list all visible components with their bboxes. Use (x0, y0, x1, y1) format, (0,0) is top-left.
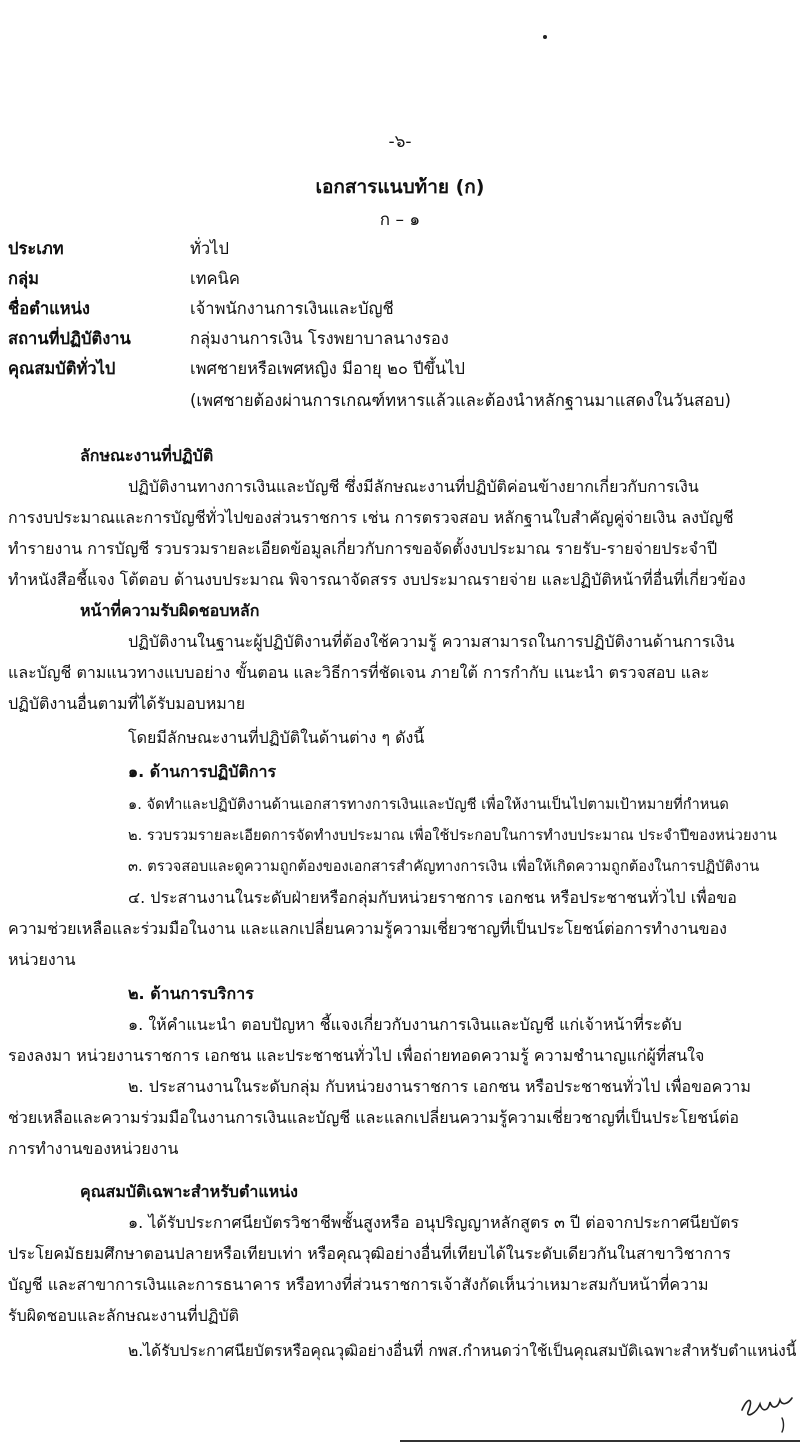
body-line: ประโยคมัธยมศึกษาตอนปลายหรือเทียบเท่า หรือคุณวุฒิอย่างอื่นที่เทียบได้ในระดับเดียวกันในสาขาวิชาการ (8, 1244, 731, 1263)
info-label: ชื่อตำแหน่ง (8, 299, 90, 318)
body-line: หน่วยงาน (8, 950, 76, 969)
body-line: และบัญชี ตามแนวทางแบบอย่าง ขั้นตอน และวิธีการที่ชัดเจน ภายใต้ การกำกับ แนะนำ ตรวจสอบ และ (8, 663, 710, 682)
bottom-rule (400, 1440, 800, 1442)
document-title: เอกสารแนบท้าย (ก) (315, 176, 485, 198)
scan-speck (543, 35, 547, 39)
info-value: กลุ่มงานการเงิน โรงพยาบาลนางรอง (190, 329, 449, 348)
subsection-operations: ๑. ด้านการปฏิบัติการ (128, 762, 277, 781)
body-line: ๒.ได้รับประกาศนียบัตรหรือคุณวุฒิอย่างอื่นที่ กพส.กำหนดว่าใช้เป็นคุณสมบัติเฉพาะสำหรับตำแหน่งนี้ (128, 1342, 797, 1360)
section-heading-job-nature: ลักษณะงานที่ปฏิบัติ (80, 446, 214, 465)
subsection-services: ๒. ด้านการบริการ (128, 984, 254, 1003)
info-note: (เพศชายต้องผ่านการเกณฑ์ทหารแล้วและต้องนำหลักฐานมาแสดงในวันสอบ) (190, 391, 731, 410)
body-line: บัญชี และสาขาการเงินและการธนาคาร หรือทางที่ส่วนราชการเจ้าสังกัดเห็นว่าเหมาะสมกับหน้าที่ความ (8, 1275, 709, 1294)
body-line: ๔. ประสานงานในระดับฝ่ายหรือกลุ่มกับหน่วยราชการ เอกชน หรือประชาชนทั่วไป เพื่อขอ (128, 888, 737, 907)
body-line: โดยมีลักษณะงานที่ปฏิบัติในด้านต่าง ๆ ดังนี้ (128, 728, 425, 747)
info-label: ประเภท (8, 239, 64, 258)
info-label: คุณสมบัติทั่วไป (8, 359, 116, 378)
handwritten-initials (738, 1390, 794, 1434)
body-line: การทำงานของหน่วยงาน (8, 1139, 179, 1158)
document-code: ก – ๑ (379, 210, 421, 230)
body-line: ๒. รวบรวมรายละเอียดการจัดทำงบประมาณ เพื่อใช้ประกอบในการทำงบประมาณ ประจำปีของหน่วยงาน (128, 827, 777, 844)
body-line: ปฏิบัติงานทางการเงินและบัญชี ซึ่งมีลักษณะงานที่ปฏิบัติค่อนข้างยากเกี่ยวกับการเงิน (128, 477, 699, 496)
body-line: ปฏิบัติงานอื่นตามที่ได้รับมอบหมาย (8, 694, 246, 713)
info-value: ทั่วไป (190, 239, 229, 258)
body-line: ๓. ตรวจสอบและดูความถูกต้องของเอกสารสำคัญทางการเงิน เพื่อให้เกิดความถูกต้องในการปฏิบัติงาน (128, 858, 760, 875)
info-label: กลุ่ม (8, 269, 39, 288)
body-line: ๑. จัดทำและปฏิบัติงานด้านเอกสารทางการเงินและบัญชี เพื่อให้งานเป็นไปตามเป้าหมายที่กำหนด (128, 796, 729, 813)
body-line: ๑. ได้รับประกาศนียบัตรวิชาชีพชั้นสูงหรือ อนุปริญญาหลักสูตร ๓ ปี ต่อจากประกาศนียบัตร (128, 1213, 739, 1232)
info-value: เทคนิค (190, 269, 240, 288)
body-line: ความช่วยเหลือและร่วมมือในงาน และแลกเปลี่ยนความรู้ความเชี่ยวชาญที่เป็นประโยชน์ต่อการทำงานของ (8, 919, 727, 938)
body-line: ทำรายงาน การบัญชี รวบรวมรายละเอียดข้อมูลเกี่ยวกับการขอจัดตั้งงบประมาณ รายรับ-รายจ่ายประจำปี (8, 539, 718, 558)
section-heading-responsibilities: หน้าที่ความรับผิดชอบหลัก (80, 601, 260, 620)
section-heading-specific-qualifications: คุณสมบัติเฉพาะสำหรับตำแหน่ง (80, 1182, 298, 1201)
info-value: เพศชายหรือเพศหญิง มีอายุ ๒๐ ปีขึ้นไป (190, 359, 465, 378)
page-number: -๖- (388, 132, 412, 152)
body-line: ช่วยเหลือและความร่วมมือในงานการเงินและบัญชี และแลกเปลี่ยนความรู้ความเชี่ยวชาญที่เป็นประโยชน์ต่อ (8, 1108, 739, 1127)
body-line: รับผิดชอบและลักษณะงานที่ปฏิบัติ (8, 1306, 240, 1325)
info-label: สถานที่ปฏิบัติงาน (8, 329, 131, 348)
body-line: ทำหนังสือชี้แจง โต้ตอบ ด้านงบประมาณ พิจารณาจัดสรร งบประมาณรายจ่าย และปฏิบัติหน้าที่อื่นที่เกี่ยวข้อง (8, 570, 746, 589)
body-line: รองลงมา หน่วยงานราชการ เอกชน และประชาชนทั่วไป เพื่อถ่ายทอดความรู้ ความชำนาญแก่ผู้ที่สนใจ (8, 1046, 705, 1065)
body-line: ๑. ให้คำแนะนำ ตอบปัญหา ชี้แจงเกี่ยวกับงานการเงินและบัญชี แก่เจ้าหน้าที่ระดับ (128, 1015, 682, 1034)
body-line: ๒. ประสานงานในระดับกลุ่ม กับหน่วยงานราชการ เอกชน หรือประชาชนทั่วไป เพื่อขอความ (128, 1077, 751, 1096)
info-value: เจ้าพนักงานการเงินและบัญชี (190, 299, 394, 318)
body-line: ปฏิบัติงานในฐานะผู้ปฏิบัติงานที่ต้องใช้ความรู้ ความสามารถในการปฏิบัติงานด้านการเงิน (128, 632, 735, 651)
body-line: การงบประมาณและการบัญชีทั่วไปของส่วนราชการ เช่น การตรวจสอบ หลักฐานใบสำคัญคู่จ่ายเงิน ลงบัญชี (8, 508, 734, 527)
